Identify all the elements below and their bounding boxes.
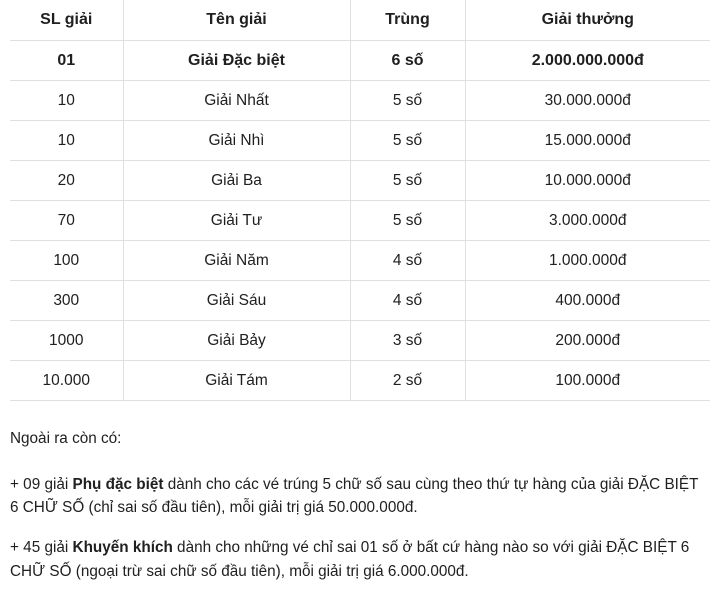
table-body	[10, 41, 710, 401]
cell-prize-name: Giải Sáu	[123, 281, 350, 321]
cell-match: 5 số	[350, 121, 465, 161]
note2-prefix: + 45 giải	[10, 539, 73, 557]
column-header-match: Trùng	[350, 0, 465, 41]
cell-prize-name: Giải Đặc biệt	[123, 41, 350, 81]
cell-prize-name: Giải Bảy	[123, 321, 350, 361]
table-row	[10, 201, 710, 241]
cell-quantity: 70	[10, 201, 123, 241]
cell-match: 4 số	[350, 281, 465, 321]
cell-match: 3 số	[350, 321, 465, 361]
cell-prize-name: Giải Tám	[123, 361, 350, 401]
column-header-prize-value: Giải thưởng	[465, 0, 710, 41]
note1-bold: Phụ đặc biệt	[72, 475, 164, 493]
cell-prize-value: 3.000.000đ	[465, 201, 710, 241]
notes-lead-text: Ngoài ra còn có:	[10, 430, 122, 447]
cell-quantity: 10	[10, 81, 123, 121]
note-special-consolation	[10, 473, 710, 520]
table-row	[10, 281, 710, 321]
table-row	[10, 321, 710, 361]
table-row	[10, 81, 710, 121]
table-row	[10, 41, 710, 81]
column-header-quantity: SL giải	[10, 0, 123, 41]
note1-suffix: dành cho các vé trúng 5 chữ số sau cùng theo thứ tự hàng của giải ĐẶC BIỆT 6 CHỮ SỐ (chỉ sai số đầu tiên), mỗi giải trị giá 50.000.000đ.	[10, 475, 699, 517]
cell-prize-name: Giải Ba	[123, 161, 350, 201]
cell-match: 2 số	[350, 361, 465, 401]
cell-prize-value: 1.000.000đ	[465, 241, 710, 281]
note-encouragement	[10, 536, 710, 583]
cell-quantity: 01	[10, 41, 123, 81]
cell-prize-value: 200.000đ	[465, 321, 710, 361]
note2-bold: Khuyến khích	[72, 539, 173, 557]
cell-prize-value: 2.000.000.000đ	[465, 41, 710, 81]
additional-notes	[10, 427, 710, 584]
cell-quantity: 20	[10, 161, 123, 201]
table-header-row	[10, 0, 710, 41]
table-row	[10, 361, 710, 401]
cell-prize-value: 30.000.000đ	[465, 81, 710, 121]
cell-quantity: 10	[10, 121, 123, 161]
cell-prize-value: 400.000đ	[465, 281, 710, 321]
cell-quantity: 300	[10, 281, 123, 321]
table-header	[10, 0, 710, 41]
cell-quantity: 1000	[10, 321, 123, 361]
prize-table	[10, 0, 710, 401]
cell-prize-name: Giải Nhất	[123, 81, 350, 121]
column-header-prize-name: Tên giải	[123, 0, 350, 41]
cell-match: 5 số	[350, 81, 465, 121]
cell-match: 6 số	[350, 41, 465, 81]
note1-prefix: + 09 giải	[10, 475, 73, 493]
table-row	[10, 161, 710, 201]
cell-match: 5 số	[350, 161, 465, 201]
cell-prize-value: 10.000.000đ	[465, 161, 710, 201]
note2-suffix: dành cho những vé chỉ sai 01 số ở bất cứ hàng nào so với giải ĐẶC BIỆT 6 CHỮ SỐ (ngoại trừ sai chữ số đầu tiên), mỗi giải trị giá 6.000.000đ.	[10, 539, 690, 580]
table-row	[10, 241, 710, 281]
cell-prize-value: 100.000đ	[465, 361, 710, 401]
cell-match: 5 số	[350, 201, 465, 241]
cell-prize-name: Giải Năm	[123, 241, 350, 281]
cell-prize-name: Giải Tư	[123, 201, 350, 241]
table-row	[10, 121, 710, 161]
cell-quantity: 100	[10, 241, 123, 281]
cell-prize-name: Giải Nhì	[123, 121, 350, 161]
cell-match: 4 số	[350, 241, 465, 281]
cell-quantity: 10.000	[10, 361, 123, 401]
cell-prize-value: 15.000.000đ	[465, 121, 710, 161]
